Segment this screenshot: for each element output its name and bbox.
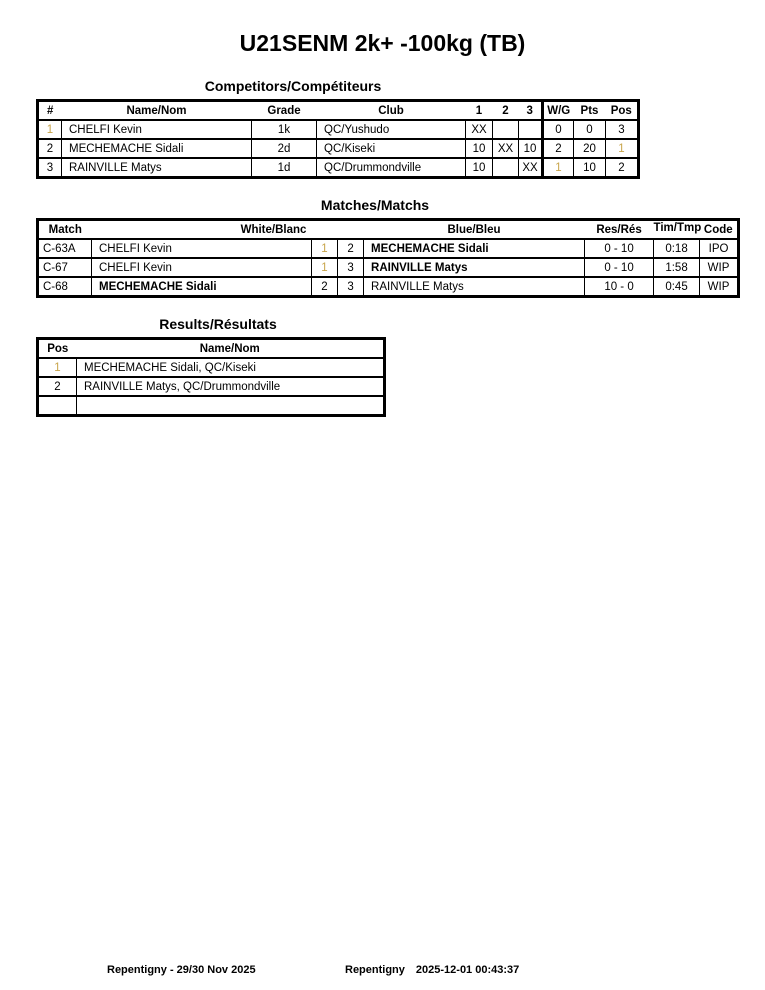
col-header-result: Res/Rés	[596, 223, 642, 236]
competitor-club-cell: QC/Kiseki	[317, 139, 466, 158]
score-cell: 0 - 10	[585, 239, 654, 258]
footer-timestamp: 2025-12-01 00:43:37	[415, 964, 520, 976]
col-header-time	[654, 220, 700, 240]
competitor-grade-cell: 1d	[252, 158, 317, 178]
score-cell: 0 - 10	[585, 258, 654, 277]
round3-result-cell	[519, 120, 543, 139]
competitor-name-cell: MECHEMACHE Sidali	[62, 139, 252, 158]
result-name-cell: MECHEMACHE Sidali, QC/Kiseki	[77, 358, 385, 377]
win-code-cell: WIP	[700, 258, 739, 277]
match-row	[38, 258, 739, 277]
footer-print-info	[345, 964, 519, 976]
white-competitor-cell: CHELFI Kevin	[92, 258, 312, 277]
white-number-cell: 2	[312, 277, 338, 297]
competitors-header-row	[38, 101, 639, 121]
col-header-code: Code	[703, 223, 733, 236]
result-name-cell	[77, 396, 385, 416]
round1-result-cell: XX	[466, 120, 493, 139]
result-position-cell: 1	[38, 358, 77, 377]
col-header-name: Name/Nom	[126, 104, 187, 117]
competitor-name-cell: RAINVILLE Matys	[62, 158, 252, 178]
competitor-row	[38, 139, 639, 158]
round1-result-cell: 10	[466, 158, 493, 178]
score-cell: 10 - 0	[585, 277, 654, 297]
win-code-cell: WIP	[700, 277, 739, 297]
round2-result-cell	[493, 120, 519, 139]
competitor-grade-cell: 2d	[252, 139, 317, 158]
col-header-round1: 1	[475, 104, 483, 117]
col-header-white: White/Blanc	[240, 223, 307, 236]
win-code-cell: IPO	[700, 239, 739, 258]
blue-competitor-cell: RAINVILLE Matys	[364, 258, 585, 277]
match-code-cell: C-67	[38, 258, 92, 277]
round3-result-cell: XX	[519, 158, 543, 178]
competitor-grade-cell: 1k	[252, 120, 317, 139]
result-name-cell: RAINVILLE Matys, QC/Drummondville	[77, 377, 385, 396]
round3-result-cell: 10	[519, 139, 543, 158]
result-position-cell: 2	[38, 377, 77, 396]
competitor-number-cell: 2	[38, 139, 62, 158]
matches-table	[36, 218, 740, 298]
match-code-cell: C-63A	[38, 239, 92, 258]
col-header-points: Pts	[580, 104, 599, 117]
footer-event-date: Repentigny - 29/30 Nov 2025	[107, 964, 256, 976]
competitor-row	[38, 158, 639, 178]
result-row	[38, 358, 385, 377]
round1-result-cell: 10	[466, 139, 493, 158]
results-table	[36, 337, 386, 417]
points-cell: 20	[574, 139, 606, 158]
results-heading: Results/Résultats	[159, 316, 277, 332]
blue-number-cell: 3	[338, 258, 364, 277]
result-position-cell	[38, 396, 77, 416]
points-cell: 10	[574, 158, 606, 178]
wins-cell: 1	[543, 158, 574, 178]
time-cell: 0:18	[654, 239, 700, 258]
result-row	[38, 396, 385, 416]
col-header-grade: Grade	[267, 104, 301, 117]
white-competitor-cell: CHELFI Kevin	[92, 239, 312, 258]
position-cell: 3	[606, 120, 639, 139]
white-number-cell: 1	[312, 258, 338, 277]
col-header-number: #	[47, 104, 54, 117]
result-row	[38, 377, 385, 396]
col-header-time-label: Tim/Tmp	[653, 221, 702, 234]
results-header-row	[38, 339, 385, 359]
blue-competitor-cell: RAINVILLE Matys	[364, 277, 585, 297]
round2-result-cell: XX	[493, 139, 519, 158]
matches-heading: Matches/Matchs	[320, 197, 430, 213]
time-cell: 0:45	[654, 277, 700, 297]
white-number-cell: 1	[312, 239, 338, 258]
col-header-blue: Blue/Bleu	[447, 223, 501, 236]
blue-number-cell: 2	[338, 239, 364, 258]
match-row	[38, 239, 739, 258]
points-cell: 0	[574, 120, 606, 139]
competitor-number-cell: 3	[38, 158, 62, 178]
match-row	[38, 277, 739, 297]
round2-result-cell	[493, 158, 519, 178]
competitors-heading: Competitors/Compétiteurs	[204, 78, 382, 94]
col-header-round3: 3	[526, 104, 533, 117]
competitor-name-cell: CHELFI Kevin	[62, 120, 252, 139]
competitor-row	[38, 120, 639, 139]
page-title: U21SENM 2k+ -100kg (TB)	[239, 30, 526, 56]
col-header-wins: W/G	[543, 101, 574, 121]
col-header-position: Pos	[610, 104, 632, 117]
competitors-table	[36, 99, 640, 179]
col-header-round2: 2	[502, 104, 509, 117]
time-cell: 1:58	[654, 258, 700, 277]
wins-cell: 2	[543, 139, 574, 158]
competitor-club-cell: QC/Yushudo	[317, 120, 466, 139]
footer-venue: Repentigny	[345, 964, 405, 976]
col-header-match: Match	[48, 223, 82, 236]
blue-competitor-cell: MECHEMACHE Sidali	[364, 239, 585, 258]
col-header-position: Pos	[47, 342, 69, 355]
competitor-number-cell: 1	[38, 120, 62, 139]
match-code-cell: C-68	[38, 277, 92, 297]
competitor-club-cell: QC/Drummondville	[317, 158, 466, 178]
blue-number-cell: 3	[338, 277, 364, 297]
position-cell: 1	[606, 139, 639, 158]
col-header-club: Club	[378, 104, 404, 117]
matches-header-row	[38, 220, 739, 240]
position-cell: 2	[606, 158, 639, 178]
wins-cell: 0	[543, 120, 574, 139]
white-competitor-cell: MECHEMACHE Sidali	[92, 277, 312, 297]
col-header-name: Name/Nom	[199, 342, 260, 355]
